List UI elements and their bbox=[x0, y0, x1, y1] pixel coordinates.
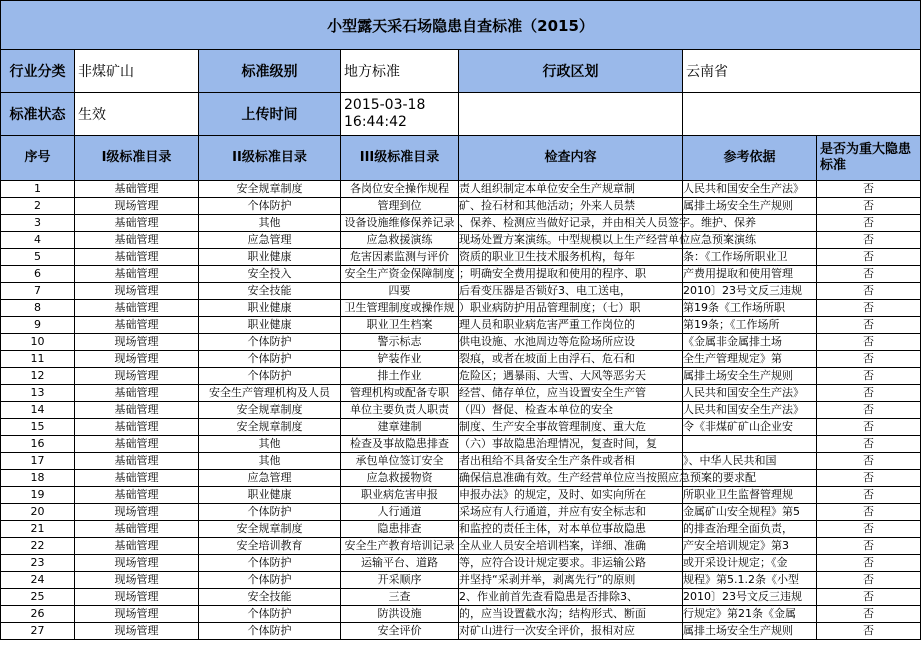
table-cell: 17 bbox=[1, 453, 75, 470]
table-cell: 第19条《工作场所职 bbox=[683, 300, 817, 317]
table-cell: 行规定》第21条《金属 bbox=[683, 606, 817, 623]
table-row bbox=[1, 334, 921, 351]
table-cell: 产费用提取和使用管理 bbox=[683, 266, 817, 283]
table-cell: 否 bbox=[817, 572, 921, 589]
table-cell: 危害因素监测与评价 bbox=[341, 249, 459, 266]
table-cell: 16 bbox=[1, 436, 75, 453]
table-cell: 安全技能 bbox=[199, 589, 341, 606]
table-cell: 4 bbox=[1, 232, 75, 249]
table-cell: 等，应符合设计规定要求。非运输公路 bbox=[459, 555, 683, 572]
table-cell: 人民共和国安全生产法》 bbox=[683, 181, 817, 198]
table-cell: 卫生管理制度或操作规 bbox=[341, 300, 459, 317]
table-cell: 否 bbox=[817, 334, 921, 351]
table-row bbox=[1, 402, 921, 419]
table-cell: 8 bbox=[1, 300, 75, 317]
table-cell: 矿、捡石材和其他活动；外来人员禁 bbox=[459, 198, 683, 215]
table-cell: 现场管理 bbox=[75, 334, 199, 351]
table-row bbox=[1, 623, 921, 640]
status-label: 标准状态 bbox=[1, 93, 75, 136]
table-row bbox=[1, 453, 921, 470]
table-cell: 9 bbox=[1, 317, 75, 334]
table-cell: 6 bbox=[1, 266, 75, 283]
table-cell: 危险区；遇暴雨、大雪、大风等恶劣天 bbox=[459, 368, 683, 385]
table-cell: 个体防护 bbox=[199, 198, 341, 215]
table-cell: 基础管理 bbox=[75, 385, 199, 402]
table-cell: 安全培训教育 bbox=[199, 538, 341, 555]
table-cell: 26 bbox=[1, 606, 75, 623]
region-value: 云南省 bbox=[683, 50, 921, 93]
table-row bbox=[1, 572, 921, 589]
table-cell: 15 bbox=[1, 419, 75, 436]
table-cell: 三查 bbox=[341, 589, 459, 606]
table-row bbox=[1, 215, 921, 232]
table-cell: 个体防护 bbox=[199, 606, 341, 623]
table-cell: 7 bbox=[1, 283, 75, 300]
table-cell: 基础管理 bbox=[75, 470, 199, 487]
table-cell: 安全规章制度 bbox=[199, 181, 341, 198]
table-cell: 个体防护 bbox=[199, 623, 341, 640]
table-cell: ）职业病防护用品管理制度；（七）职 bbox=[459, 300, 683, 317]
column-header: 是否为重大隐患标准 bbox=[817, 136, 921, 181]
table-cell: 现场管理 bbox=[75, 504, 199, 521]
table-cell: 建章建制 bbox=[341, 419, 459, 436]
table-cell: 金属矿山安全规程》第5 bbox=[683, 504, 817, 521]
table-cell: 20 bbox=[1, 504, 75, 521]
table-cell: 否 bbox=[817, 283, 921, 300]
table-row bbox=[1, 283, 921, 300]
table-cell: 对矿山进行一次安全评价，报相对应 bbox=[459, 623, 683, 640]
table-cell: 基础管理 bbox=[75, 402, 199, 419]
table-cell: 基础管理 bbox=[75, 300, 199, 317]
column-header-row bbox=[1, 136, 921, 181]
table-cell: 基础管理 bbox=[75, 521, 199, 538]
table-row bbox=[1, 436, 921, 453]
table-cell: 安全投入 bbox=[199, 266, 341, 283]
table-cell: 5 bbox=[1, 249, 75, 266]
table-row bbox=[1, 249, 921, 266]
table-row bbox=[1, 198, 921, 215]
table-cell: 基础管理 bbox=[75, 266, 199, 283]
table-cell: 否 bbox=[817, 623, 921, 640]
table-cell: 否 bbox=[817, 470, 921, 487]
upload-time-value: 2015-03-18 16:44:42 bbox=[341, 93, 459, 136]
table-cell: 其他 bbox=[199, 436, 341, 453]
table-cell: 否 bbox=[817, 453, 921, 470]
column-header: II级标准目录 bbox=[199, 136, 341, 181]
table-cell: 1 bbox=[1, 181, 75, 198]
table-cell: 安全生产管理机构及人员 bbox=[199, 385, 341, 402]
table-cell: 否 bbox=[817, 181, 921, 198]
table-cell: （四）督促、检查本单位的安全 bbox=[459, 402, 683, 419]
table-cell: 否 bbox=[817, 215, 921, 232]
table-cell: 12 bbox=[1, 368, 75, 385]
table-cell: 否 bbox=[817, 317, 921, 334]
column-header: III级标准目录 bbox=[341, 136, 459, 181]
empty-cell bbox=[683, 93, 921, 136]
industry-label: 行业分类 bbox=[1, 50, 75, 93]
table-cell: 27 bbox=[1, 623, 75, 640]
table-cell: 规程》第5.1.2条《小型 bbox=[683, 572, 817, 589]
table-row bbox=[1, 266, 921, 283]
table-cell: 基础管理 bbox=[75, 215, 199, 232]
table-cell: 基础管理 bbox=[75, 487, 199, 504]
table-cell: 否 bbox=[817, 385, 921, 402]
table-row bbox=[1, 555, 921, 572]
table-cell: 否 bbox=[817, 198, 921, 215]
table-cell bbox=[683, 436, 817, 453]
table-cell: 职业病危害申报 bbox=[341, 487, 459, 504]
table-cell: 个体防护 bbox=[199, 572, 341, 589]
table-cell: 管理到位 bbox=[341, 198, 459, 215]
table-cell: 四要 bbox=[341, 283, 459, 300]
table-cell: 《金属非金属排土场 bbox=[683, 334, 817, 351]
table-cell: 2、作业前首先查看隐患是否排除3、 bbox=[459, 589, 683, 606]
table-cell: 职业健康 bbox=[199, 300, 341, 317]
table-row bbox=[1, 589, 921, 606]
table-cell: 现场管理 bbox=[75, 351, 199, 368]
table-cell: 职业卫生档案 bbox=[341, 317, 459, 334]
level-label: 标准级别 bbox=[199, 50, 341, 93]
table-cell: 者出租给不具备安全生产条件或者相 bbox=[459, 453, 683, 470]
table-cell: 制度、生产安全事故管理制度、重大危 bbox=[459, 419, 683, 436]
table-cell: 否 bbox=[817, 538, 921, 555]
table-cell: 现场管理 bbox=[75, 555, 199, 572]
table-cell: 属排土场安全生产规则 bbox=[683, 623, 817, 640]
table-cell: 现场管理 bbox=[75, 198, 199, 215]
table-cell: 安全技能 bbox=[199, 283, 341, 300]
region-label: 行政区划 bbox=[459, 50, 683, 93]
table-cell: 承包单位签订安全 bbox=[341, 453, 459, 470]
table-cell: 隐患排查 bbox=[341, 521, 459, 538]
table-cell: 条：《工作场所职业卫 bbox=[683, 249, 817, 266]
table-row bbox=[1, 504, 921, 521]
table-cell: 或开采设计规定；《金 bbox=[683, 555, 817, 572]
table-row bbox=[1, 419, 921, 436]
table-cell: 现场管理 bbox=[75, 589, 199, 606]
table-cell: 否 bbox=[817, 555, 921, 572]
table-cell: 检查及事故隐患排查 bbox=[341, 436, 459, 453]
table-row bbox=[1, 232, 921, 249]
status-value: 生效 bbox=[75, 93, 199, 136]
table-cell: 人民共和国安全生产法》 bbox=[683, 385, 817, 402]
table-cell: 的，应当设置截水沟；结构形式、断面 bbox=[459, 606, 683, 623]
table-cell: 基础管理 bbox=[75, 436, 199, 453]
table-cell: 产安全培训规定》第3 bbox=[683, 538, 817, 555]
table-cell: 否 bbox=[817, 589, 921, 606]
table-cell: 25 bbox=[1, 589, 75, 606]
empty-cell bbox=[459, 93, 683, 136]
table-cell: 人行通道 bbox=[341, 504, 459, 521]
table-cell: 3 bbox=[1, 215, 75, 232]
industry-value: 非煤矿山 bbox=[75, 50, 199, 93]
table-cell: 所职业卫生监督管理规 bbox=[683, 487, 817, 504]
table-cell: 14 bbox=[1, 402, 75, 419]
table-cell: 各岗位安全操作规程 bbox=[341, 181, 459, 198]
table-cell: 裂痕，或者在坡面上由浮石、危石和 bbox=[459, 351, 683, 368]
table-cell: 全从业人员安全培训档案，详细、准确 bbox=[459, 538, 683, 555]
table-cell: 基础管理 bbox=[75, 249, 199, 266]
table-cell: 个体防护 bbox=[199, 504, 341, 521]
table-cell: 否 bbox=[817, 436, 921, 453]
table-cell: 资质的职业卫生技术服务机构，每年 bbox=[459, 249, 683, 266]
table-cell: 现场管理 bbox=[75, 572, 199, 589]
table-cell: 属排土场安全生产规则 bbox=[683, 368, 817, 385]
page-title: 小型露天采石场隐患自查标准（2015） bbox=[1, 1, 921, 50]
table-cell: 应急救援物资 bbox=[341, 470, 459, 487]
table-row bbox=[1, 487, 921, 504]
table-row bbox=[1, 606, 921, 623]
table-cell: 22 bbox=[1, 538, 75, 555]
table-cell: 24 bbox=[1, 572, 75, 589]
table-cell: 18 bbox=[1, 470, 75, 487]
table-cell: 属排土场安全生产规则 bbox=[683, 198, 817, 215]
table-cell: 否 bbox=[817, 232, 921, 249]
table-row bbox=[1, 385, 921, 402]
table-cell: 运输平台、道路 bbox=[341, 555, 459, 572]
table-row bbox=[1, 181, 921, 198]
table-cell: 应急管理 bbox=[199, 470, 341, 487]
table-cell: 申报办法》的规定，及时、如实向所在 bbox=[459, 487, 683, 504]
table-cell: 10 bbox=[1, 334, 75, 351]
table-cell: 个体防护 bbox=[199, 555, 341, 572]
table-cell: 管理机构或配备专职 bbox=[341, 385, 459, 402]
level-value: 地方标准 bbox=[341, 50, 459, 93]
table-cell: 安全规章制度 bbox=[199, 419, 341, 436]
table-cell: 人民共和国安全生产法》 bbox=[683, 402, 817, 419]
table-cell: 基础管理 bbox=[75, 317, 199, 334]
table-cell: 经营、储存单位，应当设置安全生产管 bbox=[459, 385, 683, 402]
table-cell: 》、中华人民共和国 bbox=[683, 453, 817, 470]
table-row bbox=[1, 470, 921, 487]
table-cell: 职业健康 bbox=[199, 249, 341, 266]
table-cell: 否 bbox=[817, 351, 921, 368]
table-cell: 2 bbox=[1, 198, 75, 215]
column-header: 序号 bbox=[1, 136, 75, 181]
table-cell: 职业健康 bbox=[199, 487, 341, 504]
table-cell: 11 bbox=[1, 351, 75, 368]
table-cell: 采场应有人行通道，并应有安全标志和 bbox=[459, 504, 683, 521]
table-cell: 基础管理 bbox=[75, 419, 199, 436]
table-cell: 否 bbox=[817, 300, 921, 317]
table-cell: 2010〕23号文反三违规 bbox=[683, 589, 817, 606]
table-cell: 否 bbox=[817, 606, 921, 623]
table-cell: 确保信息准确有效。生产经营单位应当按照应急预案的要求配 bbox=[459, 470, 683, 487]
table-cell: 全生产管理规定》第 bbox=[683, 351, 817, 368]
table-cell: 第19条；《工作场所 bbox=[683, 317, 817, 334]
table-cell: 理人员和职业病危害严重工作岗位的 bbox=[459, 317, 683, 334]
table-cell: 设备设施维修保养记录 bbox=[341, 215, 459, 232]
table-cell: 基础管理 bbox=[75, 232, 199, 249]
table-cell: 安全评价 bbox=[341, 623, 459, 640]
table-cell: 13 bbox=[1, 385, 75, 402]
table-cell: 基础管理 bbox=[75, 538, 199, 555]
table-row bbox=[1, 538, 921, 555]
table-cell: 19 bbox=[1, 487, 75, 504]
table-cell: 铲装作业 bbox=[341, 351, 459, 368]
table-cell: 否 bbox=[817, 266, 921, 283]
table-cell: 安全生产资金保障制度 bbox=[341, 266, 459, 283]
table-cell: 21 bbox=[1, 521, 75, 538]
table-cell: 排土作业 bbox=[341, 368, 459, 385]
table-cell: 个体防护 bbox=[199, 351, 341, 368]
column-header: I级标准目录 bbox=[75, 136, 199, 181]
table-cell: 基础管理 bbox=[75, 181, 199, 198]
table-cell: 否 bbox=[817, 504, 921, 521]
table-cell: 职业健康 bbox=[199, 317, 341, 334]
table-cell: 否 bbox=[817, 521, 921, 538]
table-cell: 的排查治理全面负责， bbox=[683, 521, 817, 538]
table-cell: 个体防护 bbox=[199, 334, 341, 351]
table-cell: 其他 bbox=[199, 453, 341, 470]
table-cell: 和监控的责任主体，对本单位事故隐患 bbox=[459, 521, 683, 538]
column-header: 参考依据 bbox=[683, 136, 817, 181]
table-cell: 应急管理 bbox=[199, 232, 341, 249]
table-row bbox=[1, 521, 921, 538]
table-cell: 开采顺序 bbox=[341, 572, 459, 589]
table-cell: 否 bbox=[817, 487, 921, 504]
table-cell: 防洪设施 bbox=[341, 606, 459, 623]
table-cell: 否 bbox=[817, 368, 921, 385]
table-cell: 现场管理 bbox=[75, 623, 199, 640]
table-cell: 现场管理 bbox=[75, 368, 199, 385]
table-cell: 安全规章制度 bbox=[199, 402, 341, 419]
table-cell: 警示标志 bbox=[341, 334, 459, 351]
table-cell: 现场管理 bbox=[75, 606, 199, 623]
table-cell: 否 bbox=[817, 402, 921, 419]
table-cell: 2010〕23号文反三违规 bbox=[683, 283, 817, 300]
table-cell: 安全生产教育培训记录 bbox=[341, 538, 459, 555]
table-row bbox=[1, 300, 921, 317]
table-cell: 供电设施、水池周边等危险场所应设 bbox=[459, 334, 683, 351]
table-cell: 现场处置方案演练。中型规模以上生产经营单位应急预案演练 bbox=[459, 232, 683, 249]
table-cell: 基础管理 bbox=[75, 453, 199, 470]
column-header: 检查内容 bbox=[459, 136, 683, 181]
table-cell: ；明确安全费用提取和使用的程序、职 bbox=[459, 266, 683, 283]
table-cell: 否 bbox=[817, 419, 921, 436]
table-cell: 安全规章制度 bbox=[199, 521, 341, 538]
table-cell: 否 bbox=[817, 249, 921, 266]
table-cell: 并坚持“采剥并举，剥离先行”的原则 bbox=[459, 572, 683, 589]
table-cell: （六）事故隐患治理情况，复查时间，复 bbox=[459, 436, 683, 453]
upload-time-label: 上传时间 bbox=[199, 93, 341, 136]
table-cell: 后看变压器是否锁好3、电工送电， bbox=[459, 283, 683, 300]
table-cell: 23 bbox=[1, 555, 75, 572]
table-cell: 令《非煤矿矿山企业安 bbox=[683, 419, 817, 436]
table-cell: 、保养、检测应当做好记录，并由相关人员签字。维护、保养 bbox=[459, 215, 683, 232]
table-row bbox=[1, 368, 921, 385]
table-cell: 其他 bbox=[199, 215, 341, 232]
table-cell: 单位主要负责人职责 bbox=[341, 402, 459, 419]
table-cell: 个体防护 bbox=[199, 368, 341, 385]
table-cell: 责人组织制定本单位安全生产规章制 bbox=[459, 181, 683, 198]
table-cell: 现场管理 bbox=[75, 283, 199, 300]
table-row bbox=[1, 317, 921, 334]
table-row bbox=[1, 351, 921, 368]
table-cell: 应急救援演练 bbox=[341, 232, 459, 249]
